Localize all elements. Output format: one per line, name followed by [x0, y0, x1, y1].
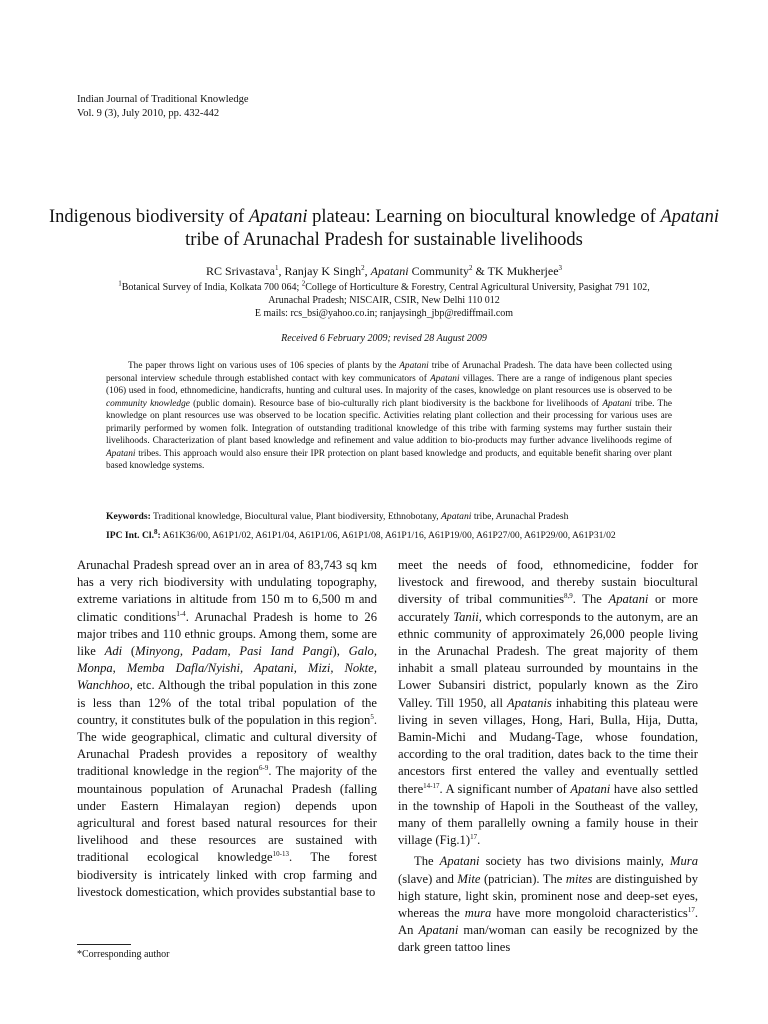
journal-name: Indian Journal of Traditional Knowledge	[77, 94, 249, 105]
body-column-left	[77, 557, 377, 901]
ipc-classification: IPC Int. Cl.$^8$: A61K36/00, A61P1/02, A61P1/04, A61P1/06, A61P1/08, A61P1/16, A61P19/00, A61P27/00, A61P29/00, A61P31/02	[106, 527, 616, 541]
affiliations: $^1$Botanical Survey of India, Kolkata 700 064; $^2$College of Horticulture & Forestry, Central Agricultural University, Pasighat 791 102, Arunachal Pradesh; NISCAIR, CSIR, New Delhi 110 012 E mails: rcs_bsi@yahoo.co.in; ranjaysingh_jbp@rediffmail.com	[60, 281, 708, 320]
received-dates: Received 6 February 2009; revised 28 August 2009	[281, 333, 487, 344]
paper-title: Indigenous biodiversity of Apatani plateau: Learning on biocultural knowledge of Apatani tribe of Arunachal Pradesh for sustainable livelihoods	[48, 207, 719, 250]
keywords: Keywords: Traditional knowledge, Biocultural value, Plant biodiversity, Ethnobotany, Apatani tribe, Arunachal Pradesh	[106, 511, 569, 522]
body-paragraph: The Apatani society has two divisions mainly, Mura (slave) and Mite (patrician). The mites are distinguished by high stature, light skin, prominent nose and deep-set eyes, whereas the mura have more mongoloid characteristics$^{17}$. An Apatani man/woman can easily be recognized by the dark green tattoo lines	[398, 854, 698, 955]
author-list: RC Srivastava$^1$, Ranjay K Singh$^2$, Apatani Community$^2$ & TK Mukherjee$^3$	[205, 264, 563, 278]
author-emails: E mails: rcs_bsi@yahoo.co.in; ranjaysingh_jbp@rediffmail.com	[254, 308, 514, 319]
journal-header	[77, 93, 248, 121]
footnote-divider	[77, 944, 131, 945]
body-paragraph: Arunachal Pradesh spread over an in area of 83,743 sq km has a very rich biodiversity with undulating topography, extreme variations in altitude from 150 m to 6,500 m and climatic conditions$^{1-4}$. Arunachal Pradesh is home to 26 major tribes and 110 ethnic groups. Among them, some are like Adi (Minyong, Padam, Pasi Iand Pangi), Galo, Monpa, Memba Dafla/Nyishi, Apatani, Mizi, Nokte, Wanchhoo, etc. Although the tribal population in this zone is less than 12% of the total tribal population of the country, it constitutes bulk of the population in this region$^5$. The wide geographical, climatic and cultural diversity of Arunachal Pradesh provides a repository of wealthy traditional knowledge in the region$^{6-9}$. The majority of the mountainous population of Arunachal Pradesh (falling under Eastern Himalayan region) depends upon agricultural and forest based natural resources for their livelihood and these resources are sustained with traditional ecological knowledge$^{10-13}$. The forest biodiversity is intricately linked with crop farming and livestock domestication, which provides substantial base to	[77, 558, 378, 899]
abstract: The paper throws light on various uses of 106 species of plants by the Apatani tribe of Arunachal Pradesh. The data have been collected using personal interview schedule through established contact with key communicators of Apatani villages. There are a range of indigenous plant species (106) used in food, ethnomedicine, handicrafts, hunting and cultural uses. In majority of the cases, knowledge on plant resources use is observed to be community knowledge (public domain). Resource base of bio-culturally rich plant biodiversity is the backbone for livelihoods of Apatani tribe. The knowledge on plant resources use was observed to be location specific. Activities relating plant collection and their processing for various uses are primarily performed by women folk. Integration of outstanding traditional knowledge of this tribe with farming systems may further sustain their livelihoods. Characterization of plant based knowledge and refinement and value addition to bio-products may further advance livelihoods regime of Apatani tribes. This approach would also ensure their IPR protection on plant based knowledge and products, and equitable benefit sharing over plant based knowledge systems.	[106, 361, 673, 471]
body-column-right	[398, 557, 698, 957]
corresponding-author-note: *Corresponding author	[77, 949, 170, 960]
journal-issue: Vol. 9 (3), July 2010, pp. 432-442	[77, 108, 220, 119]
body-paragraph: meet the needs of food, ethnomedicine, fodder for livestock and firewood, and thereby sustain biocultural diversity of tribal communities$^{8,9}$. The Apatani or more accurately Tanii, which corresponds to the autonym, are an ethnic community of approximately 26,000 people living in the Arunachal Pradesh. The great majority of them inhabit a small plateau surrounded by mountains in the Lower Subansiri district, popularly known as the Ziro Valley. Till 1950, all Apatanis inhabiting this plateau were living in seven villages, Hong, Hari, Bulla, Hija, Dutta, Bamin-Michi and Mudang-Tage, whose foundation, according to the oral tradition, dates back to the time their ancestors first entered the valley and eventually settled there$^{14-17}$. A significant number of Apatani have also settled in the township of Hapoli in the Southeast of the valley, many of them parallelly owning a family house in their village $(Fig.1)^{17}$.	[398, 558, 698, 848]
